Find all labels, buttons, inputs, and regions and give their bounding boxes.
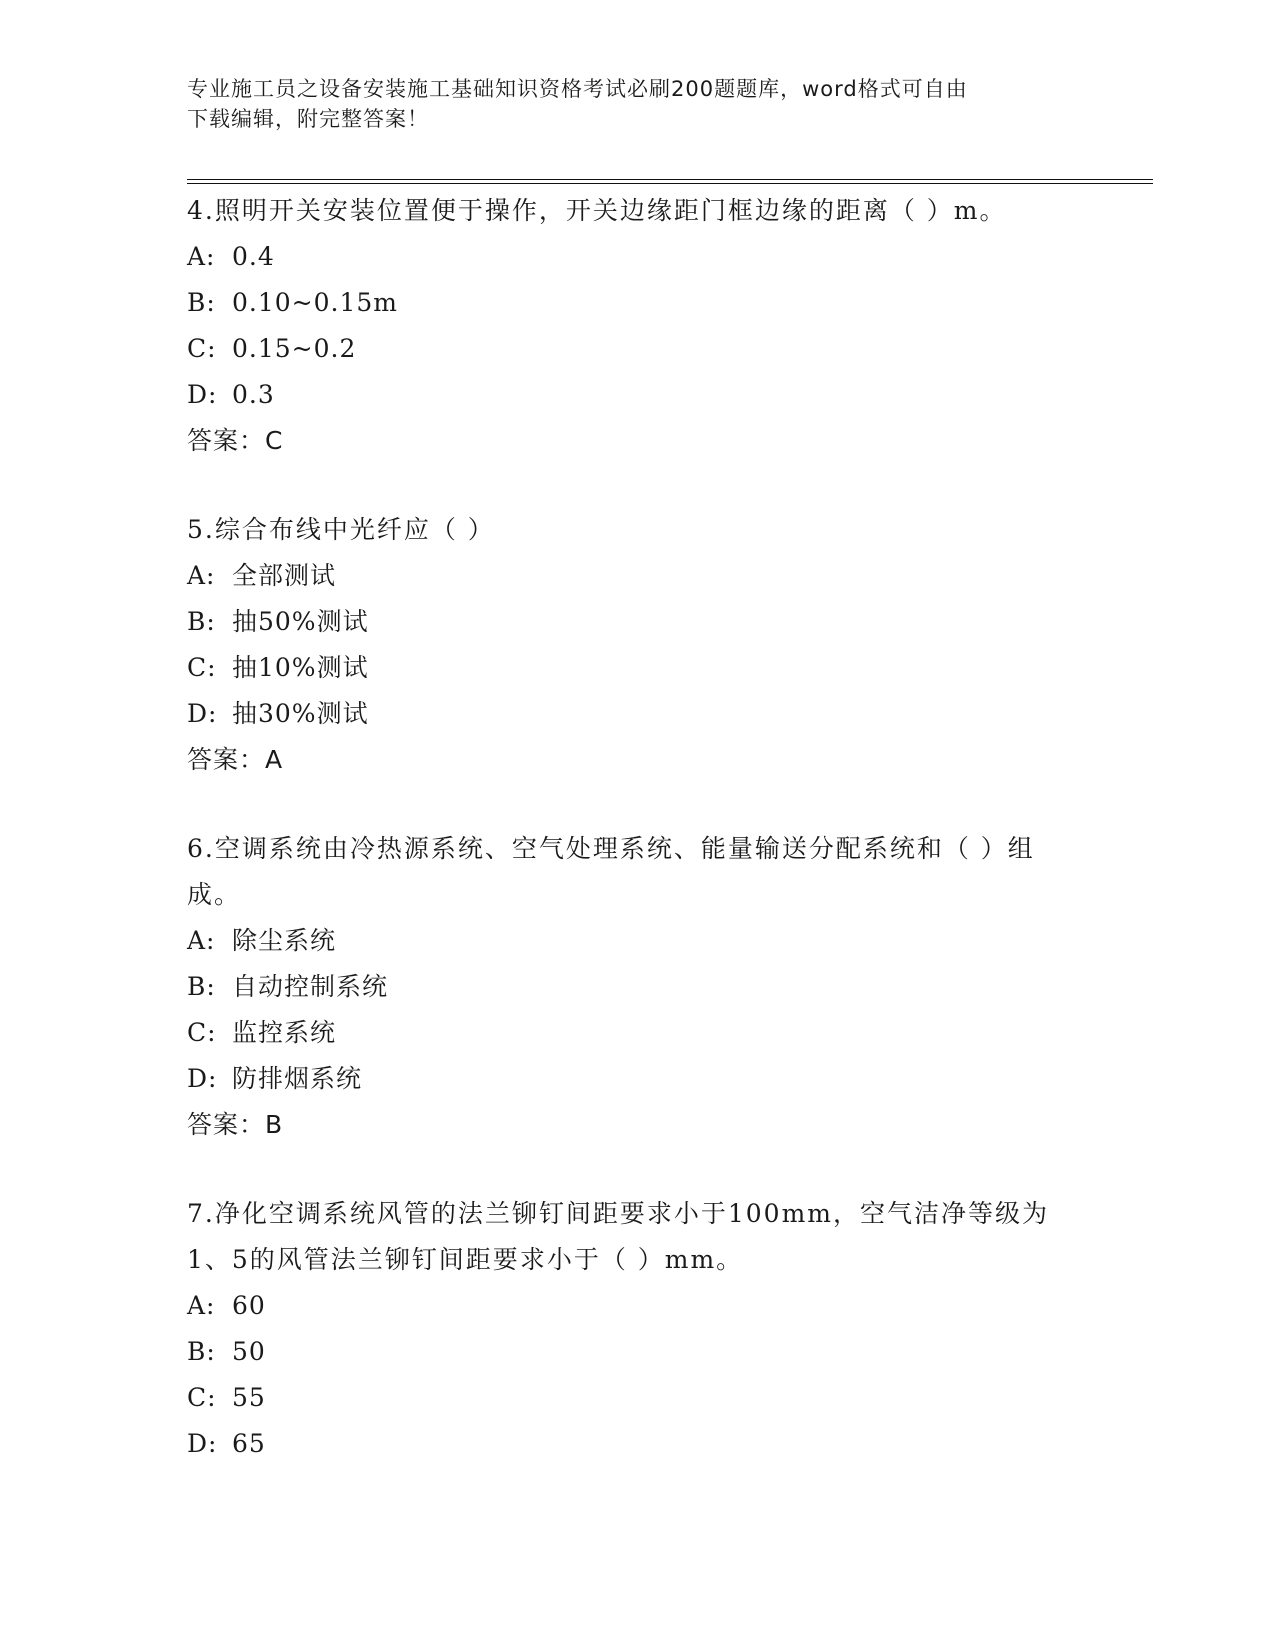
option-d (187, 1421, 1087, 1467)
question-6 (187, 826, 1087, 1148)
option-letter: B: (187, 1337, 216, 1366)
answer-line: 答案：B (187, 1110, 284, 1139)
option-a (187, 1283, 1087, 1329)
option-letter: D: (187, 1429, 218, 1458)
option-text: 全部测试 (232, 561, 337, 590)
option-a (187, 234, 1087, 280)
option-text: 抽10%测试 (232, 653, 369, 682)
option-b (187, 1329, 1087, 1375)
option-text: 抽30%测试 (232, 699, 369, 728)
question-text: 7.净化空调系统风管的法兰铆钉间距要求小于100mm，空气洁净等级为1、5的风管法兰铆钉间距要求小于（ ）mm。 (187, 1199, 1049, 1274)
option-a (187, 918, 1087, 964)
option-letter: C: (187, 1383, 217, 1412)
option-text: 0.4 (232, 242, 275, 271)
option-b (187, 964, 1087, 1010)
option-text: 60 (232, 1291, 266, 1320)
option-letter: B: (187, 972, 216, 1001)
option-text: 防排烟系统 (232, 1064, 363, 1093)
option-letter: A: (187, 561, 216, 590)
header-divider-top (187, 179, 1153, 180)
header-divider-bottom (187, 183, 1153, 184)
question-text: 4.照明开关安装位置便于操作，开关边缘距门框边缘的距离（ ）m。 (187, 196, 1007, 225)
option-d (187, 372, 1087, 418)
option-letter: D: (187, 380, 218, 409)
answer-line: 答案：C (187, 426, 284, 455)
option-text: 65 (232, 1429, 266, 1458)
option-text: 抽50%测试 (232, 607, 369, 636)
option-letter: A: (187, 926, 216, 955)
option-letter: B: (187, 288, 216, 317)
option-letter: B: (187, 607, 216, 636)
option-c (187, 1375, 1087, 1421)
answer-line: 答案：A (187, 745, 284, 774)
option-text: 0.15~0.2 (232, 334, 357, 363)
option-c (187, 326, 1087, 372)
header-title-line1: 专业施工员之设备安装施工基础知识资格考试必刷200题题库，word格式可自由 (187, 77, 968, 101)
option-letter: D: (187, 1064, 218, 1093)
question-7 (187, 1191, 1087, 1467)
question-5 (187, 507, 1087, 783)
option-a (187, 553, 1087, 599)
option-text: 监控系统 (232, 1018, 337, 1047)
option-letter: D: (187, 699, 218, 728)
option-text: 自动控制系统 (232, 972, 389, 1001)
option-letter: C: (187, 653, 217, 682)
option-b (187, 599, 1087, 645)
question-list (187, 188, 1087, 1510)
option-letter: C: (187, 1018, 217, 1047)
option-text: 0.10~0.15m (232, 288, 398, 317)
question-4 (187, 188, 1087, 464)
option-text: 55 (232, 1383, 266, 1412)
question-text: 6.空调系统由冷热源系统、空气处理系统、能量输送分配系统和（ ）组成。 (187, 834, 1035, 909)
option-d (187, 1056, 1087, 1102)
option-text: 50 (232, 1337, 266, 1366)
document-header (187, 74, 1067, 134)
option-letter: A: (187, 242, 216, 271)
option-letter: A: (187, 1291, 216, 1320)
option-b (187, 280, 1087, 326)
option-c (187, 1010, 1087, 1056)
option-letter: C: (187, 334, 217, 363)
header-title-line2: 下载编辑，附完整答案！ (187, 107, 429, 131)
option-text: 0.3 (232, 380, 275, 409)
option-c (187, 645, 1087, 691)
question-text: 5.综合布线中光纤应（ ） (187, 515, 495, 544)
option-d (187, 691, 1087, 737)
option-text: 除尘系统 (232, 926, 337, 955)
